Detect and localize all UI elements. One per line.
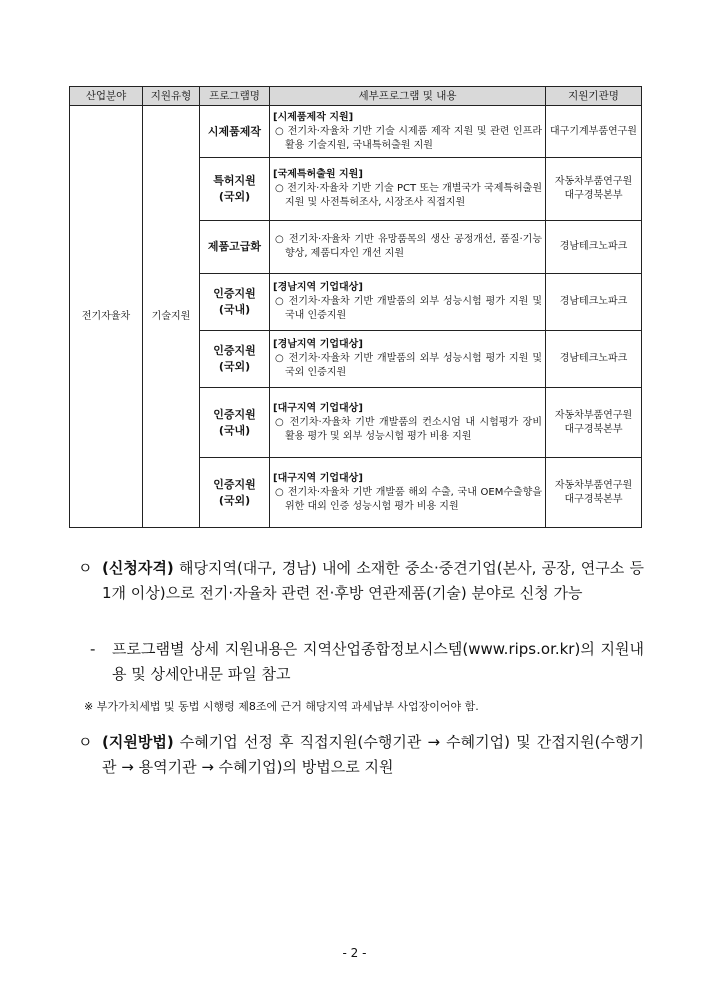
header-support-type: 지원유형	[143, 87, 200, 106]
detail-item: ○ 전기차·자율차 기반 개발품 해외 수출, 국내 OEM수출향을 위한 대외 인증 성능시험 평가 비용 지원	[275, 486, 542, 512]
table-header-row	[70, 87, 642, 106]
program-name: 인증지원 (국내)	[200, 388, 270, 458]
detail-title: [경남지역 기업대상]	[273, 339, 363, 350]
bullet-circle: ㅇ	[78, 733, 93, 751]
detail-item: ○ 전기차·자율차 기반 기술 PCT 또는 개별국가 국제특허출원지원 및 사전특허조사, 시장조사 직접지원	[275, 183, 542, 208]
header-industry: 산업분야	[70, 87, 143, 106]
detail-title: [대구지역 기업대상]	[273, 472, 363, 484]
agency-name: 경남테크노파크	[546, 331, 642, 388]
bullet-circle: ㅇ	[78, 559, 93, 577]
program-detail	[270, 458, 546, 528]
industry-cell: 전기자율차	[70, 106, 143, 528]
program-name: 인증지원 (국외)	[200, 331, 270, 388]
program-detail	[270, 158, 546, 221]
page-number: - 2 -	[342, 946, 367, 960]
agency-name: 경남테크노파크	[546, 274, 642, 331]
method-label: (지원방법)	[102, 733, 174, 751]
method-text: 수혜기업 선정 후 직접지원(수행기관 → 수혜기업) 및 간접지원(수행기관 → 용역기관 → 수혜기업)의 방법으로 지원	[102, 733, 644, 776]
detail-title: [대구지역 기업대상]	[273, 402, 363, 414]
header-agency: 지원기관명	[546, 87, 642, 106]
program-name: 인증지원 (국외)	[200, 458, 270, 528]
detail-item: ○ 전기차·자율차 기반 기술 시제품 제작 지원 및 관련 인프라 활용 기술지원, 국내특허출원 지원	[275, 125, 542, 151]
agency-name: 대구기계부품연구원	[546, 106, 642, 158]
detail-item: ○ 전기차·자율차 기반 개발품의 컨소시엄 내 시험평가 장비 활용 평가 및 외부 성능시험 평가 비용 지원	[275, 416, 542, 442]
detail-note-text: 프로그램별 상세 지원내용은 지역산업종합정보시스템(www.rips.or.kr)의 지원내용 및 상세안내문 파일 참고	[112, 640, 644, 683]
program-name: 인증지원 (국내)	[200, 274, 270, 331]
program-detail	[270, 221, 546, 274]
agency-name: 자동차부품연구원 대구경북본부	[546, 458, 642, 528]
agency-name: 경남테크노파크	[546, 221, 642, 274]
header-program: 프로그램명	[200, 87, 270, 106]
support-type-cell: 기술지원	[143, 106, 200, 528]
detail-title: [국제특허출원 지원]	[273, 169, 363, 180]
program-table	[69, 86, 642, 528]
agency-name: 자동차부품연구원 대구경북본부	[546, 158, 642, 221]
table-row	[70, 106, 642, 158]
detail-item: ○ 전기차·자율차 기반 유망품목의 생산 공정개선, 품질·기능 향상, 제품디자인 개선 지원	[275, 234, 542, 259]
detail-item: ○ 전기차·자율차 기반 개발품의 외부 성능시험 평가 지원 및 국내 인증지원	[275, 296, 542, 321]
eligibility-text: 해당지역(대구, 경남) 내에 소재한 중소·중견기업(본사, 공장, 연구소 등 1개 이상)으로 전기·자율차 관련 전·후방 연관제품(기술) 분야로 신청 가능	[102, 559, 644, 602]
program-detail	[270, 388, 546, 458]
dash-mark: -	[90, 640, 96, 658]
footnote: ※ 부가가치세법 및 동법 시행령 제8조에 근거 해당지역 과세납부 사업장이어야 함.	[84, 700, 479, 713]
program-detail	[270, 274, 546, 331]
agency-name: 자동차부품연구원 대구경북본부	[546, 388, 642, 458]
eligibility-paragraph	[78, 556, 644, 606]
program-name: 시제품제작	[200, 106, 270, 158]
detail-note-paragraph	[90, 637, 644, 687]
eligibility-label: (신청자격)	[102, 559, 174, 577]
program-detail	[270, 331, 546, 388]
method-paragraph	[78, 730, 644, 780]
program-name: 특허지원 (국외)	[200, 158, 270, 221]
detail-title: [시제품제작 지원]	[273, 111, 354, 123]
program-detail	[270, 106, 546, 158]
detail-title: [경남지역 기업대상]	[273, 282, 363, 293]
detail-item: ○ 전기차·자율차 기반 개발품의 외부 성능시험 평가 지원 및 국외 인증지원	[275, 353, 542, 378]
header-detail: 세부프로그램 및 내용	[270, 87, 546, 106]
program-name: 제품고급화	[200, 221, 270, 274]
